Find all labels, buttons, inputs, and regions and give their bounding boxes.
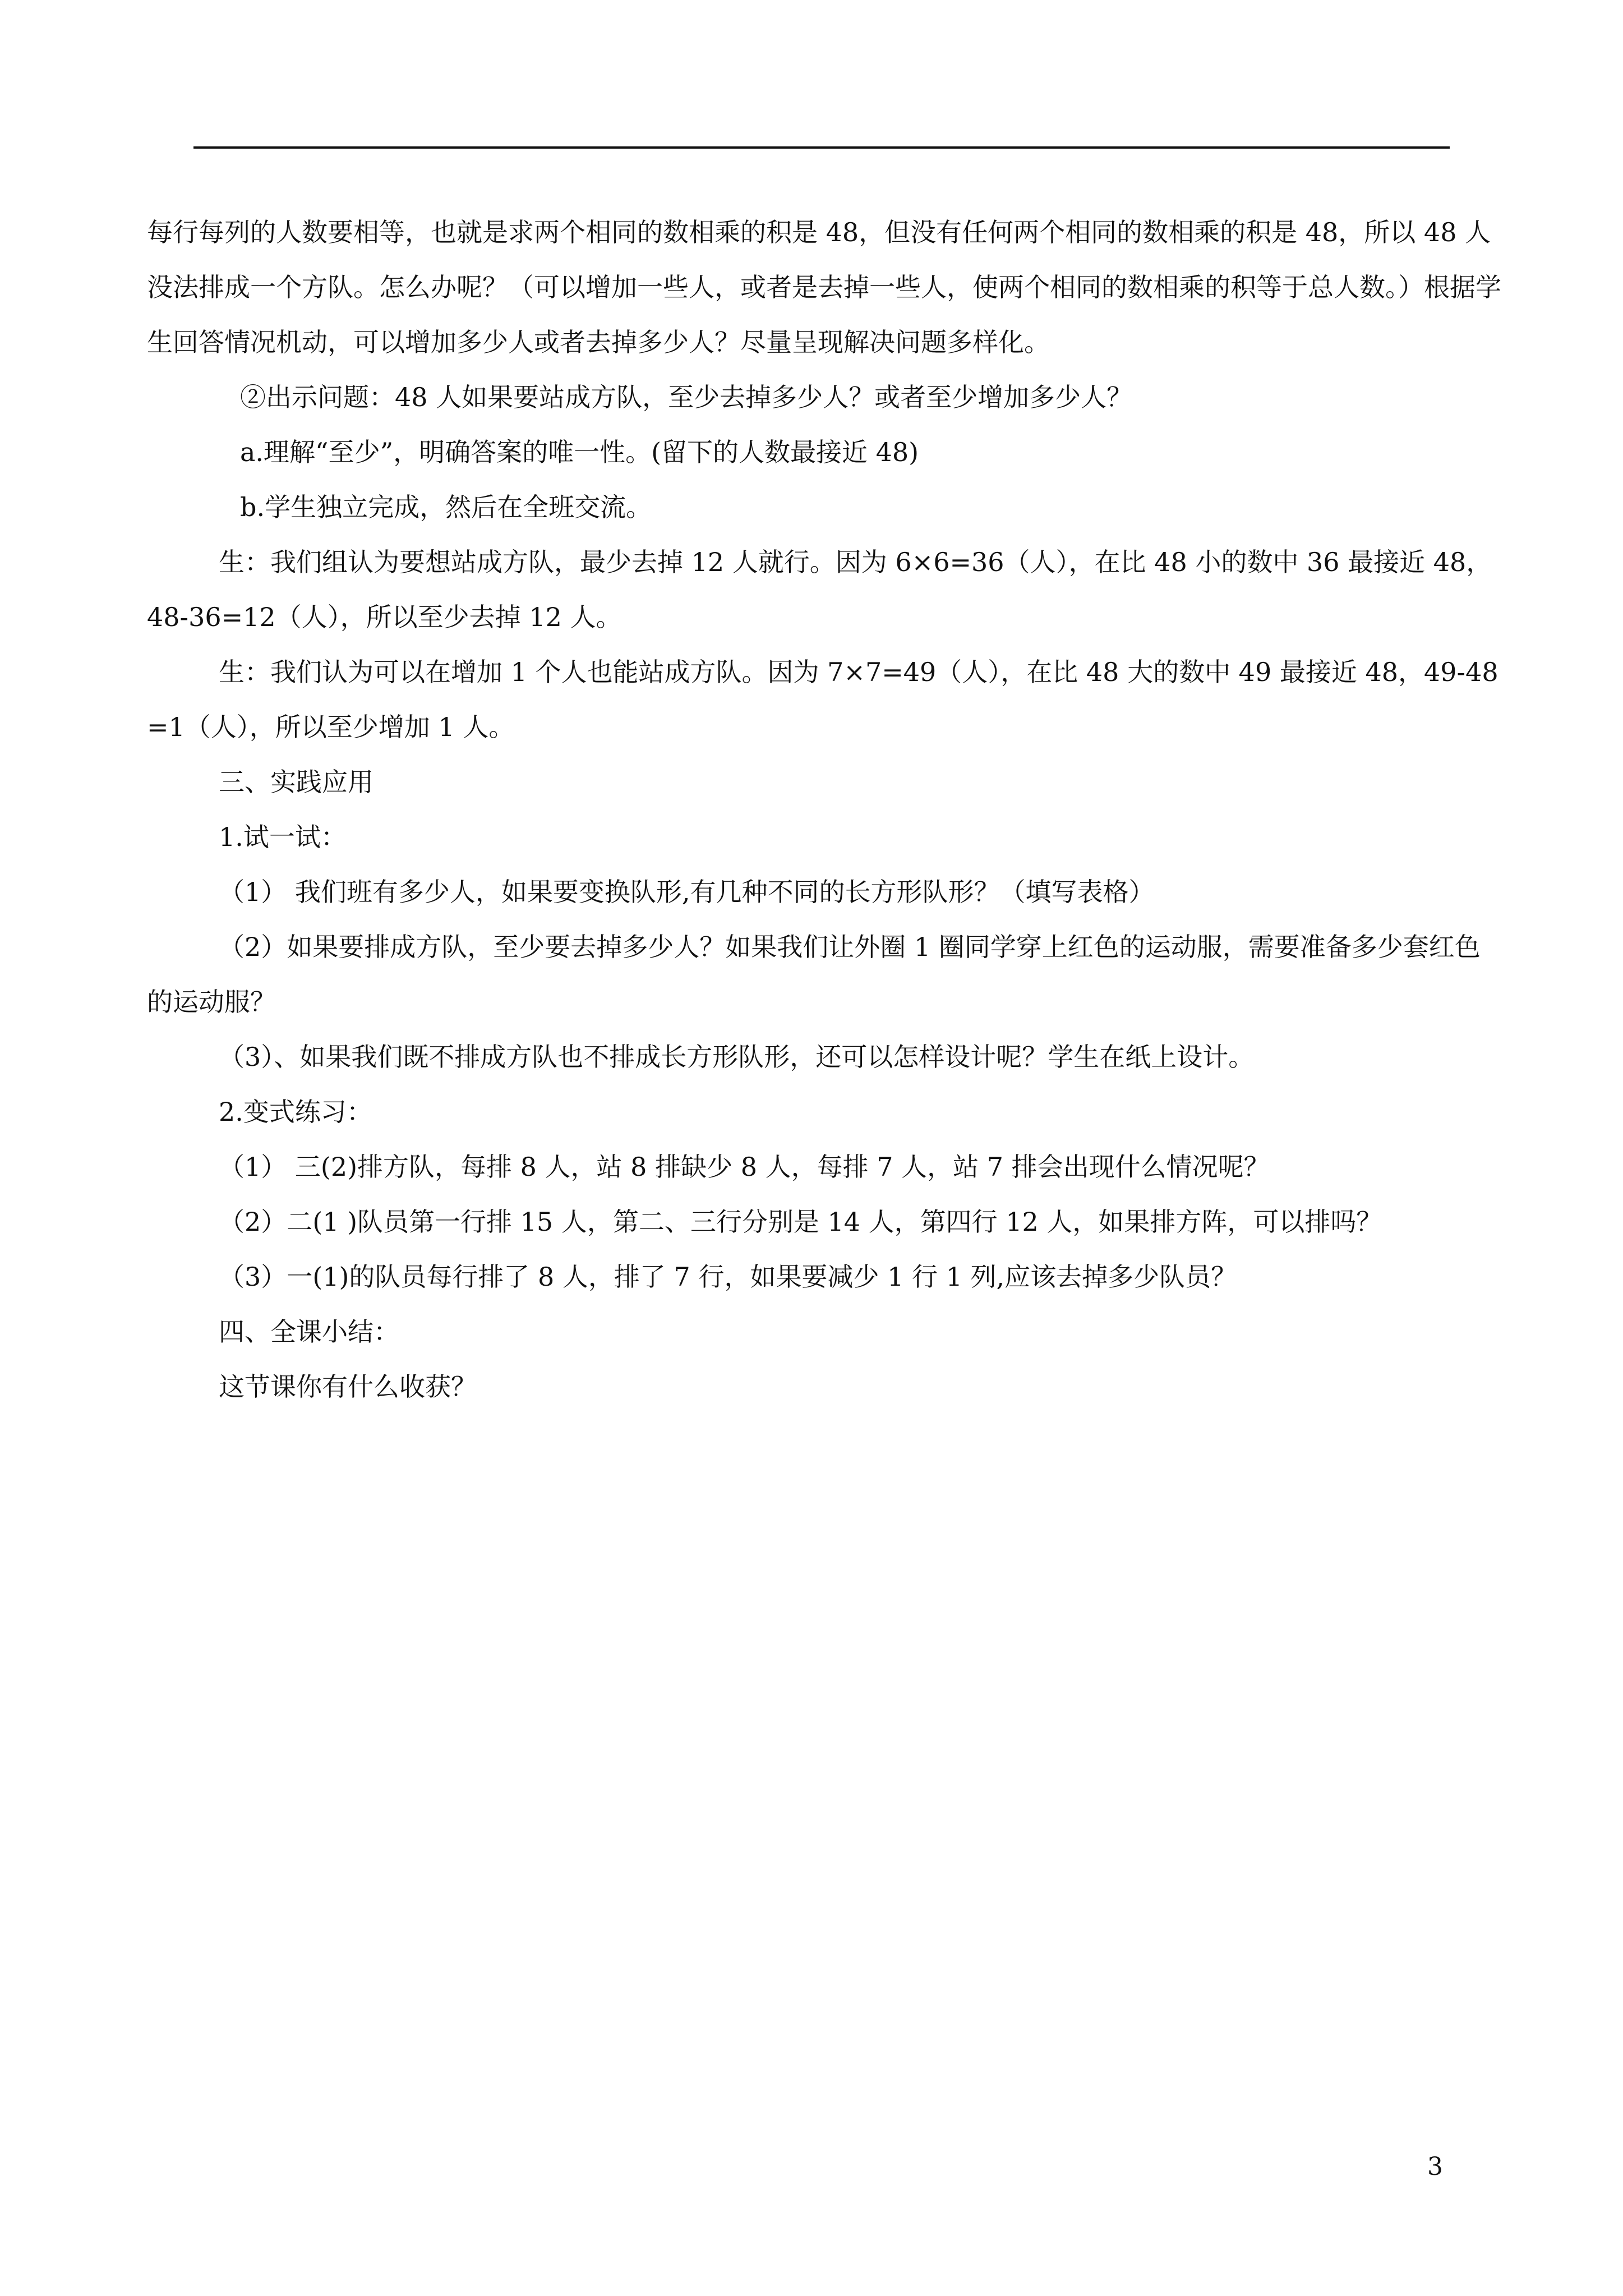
section-heading-summary: 四、全课小结： bbox=[219, 1317, 399, 1347]
paragraph-try-it: 1.试一试： bbox=[219, 822, 347, 852]
paragraph-variation-practice: 2.变式练习： bbox=[219, 1097, 372, 1127]
paragraph-student-answer-1: 生：我们组认为要想站成方队，最少去掉 12 人就行。因为 6×6=36（人），在比 48 小的数中 36 最接近 48，48-36=12（人），所以至少去掉 12 人。 bbox=[147, 547, 1492, 632]
paragraph-intro: 每行每列的人数要相等，也就是求两个相同的数相乘的积是 48，但没有任何两个相同的数相乘的积是 48，所以 48 人没法排成一个方队。怎么办呢？（可以增加一些人，或者是去掉一些人，使两个相同的数相乘的积等于总人数。）根据学生回答情况机动，可以增加多少人或者去掉多少人？尽量呈现解决问题多样化。 bbox=[147, 217, 1501, 357]
paragraph-variation-1: （1） 三(2)排方队，每排 8 人，站 8 排缺少 8 人，每排 7 人，站 7 排会出现什么情况呢？ bbox=[219, 1152, 1270, 1182]
paragraph-item-b: b.学生独立完成，然后在全班交流。 bbox=[240, 492, 652, 522]
paragraph-item-a: a.理解“至少”，明确答案的唯一性。(留下的人数最接近 48) bbox=[240, 437, 919, 467]
paragraph-student-answer-2: 生：我们认为可以在增加 1 个人也能站成方队。因为 7×7=49（人），在比 48 大的数中 49 最接近 48，49-48=1（人），所以至少增加 1 人。 bbox=[147, 657, 1498, 742]
paragraph-try-1: （1） 我们班有多少人，如果要变换队形,有几种不同的长方形队形？（填写表格） bbox=[219, 877, 1155, 907]
paragraph-variation-2: （2）二(1 )队员第一行排 15 人，第二、三行分别是 14 人，第四行 12 人，如果排方阵，可以排吗？ bbox=[219, 1207, 1382, 1237]
section-heading-practice: 三、实践应用 bbox=[219, 767, 374, 797]
paragraph-variation-3: （3）一(1)的队员每行排了 8 人，排了 7 行，如果要减少 1 行 1 列,应该去掉多少队员？ bbox=[219, 1262, 1237, 1292]
paragraph-try-2: （2）如果要排成方队，至少要去掉多少人？如果我们让外圈 1 圈同学穿上红色的运动服，需要准备多少套红色的运动服？ bbox=[147, 932, 1481, 1017]
paragraph-question-2: ②出示问题：48 人如果要站成方队，至少去掉多少人？或者至少增加多少人？ bbox=[240, 382, 1133, 412]
header-rule bbox=[193, 146, 1450, 149]
paragraph-try-3: （3）、如果我们既不排成方队也不排成长方形队形，还可以怎样设计呢？学生在纸上设计。 bbox=[219, 1042, 1255, 1072]
paragraph-summary-question: 这节课你有什么收获？ bbox=[219, 1372, 477, 1402]
page-number: 3 bbox=[1427, 2152, 1443, 2181]
document-body bbox=[147, 205, 1504, 1414]
